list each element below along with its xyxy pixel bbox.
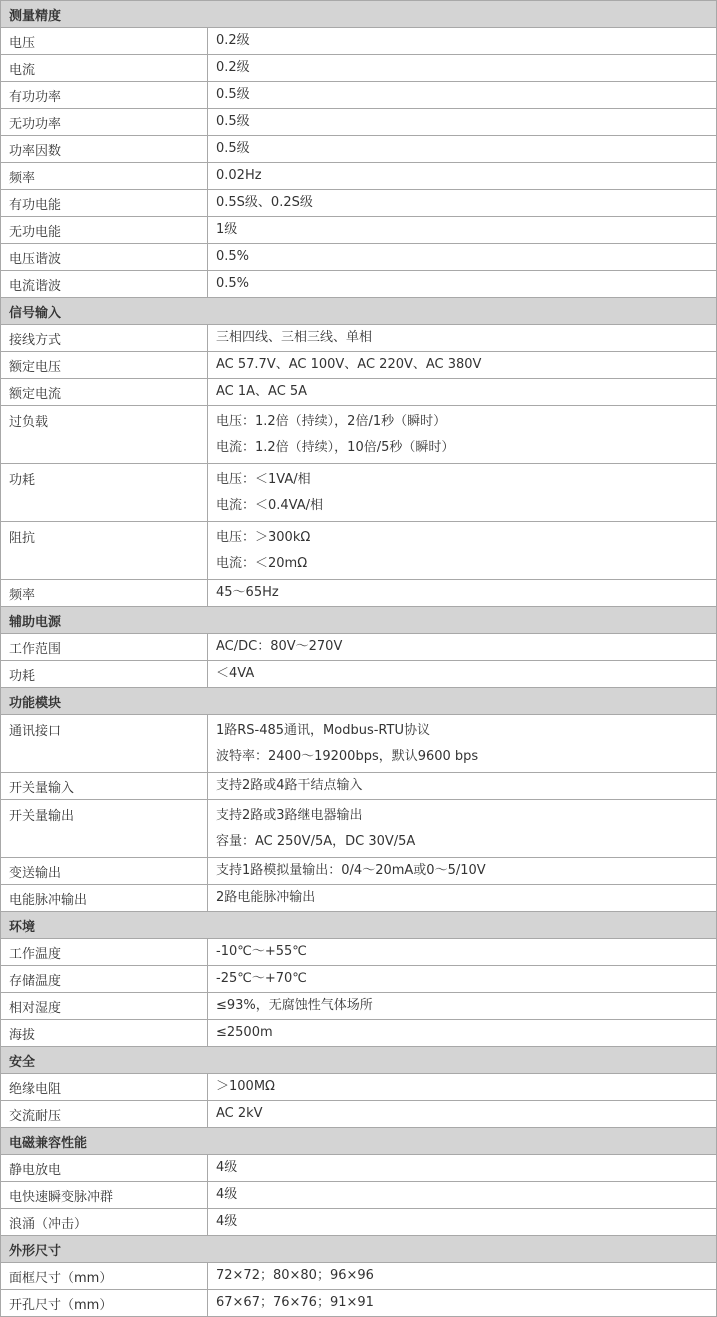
- spec-value: -10℃～+55℃: [216, 944, 307, 959]
- spec-value: AC/DC：80V～270V: [216, 639, 343, 654]
- section-header-row: [1, 1236, 717, 1263]
- spec-row: [1, 1290, 717, 1317]
- spec-value-cell: [208, 966, 717, 993]
- spec-row: [1, 406, 717, 464]
- section-title: 辅助电源: [1, 607, 717, 634]
- spec-label: 电能脉冲输出: [1, 885, 208, 912]
- spec-label: 功耗: [1, 464, 208, 522]
- spec-value: 电压：＜1VA/相: [216, 471, 311, 487]
- spec-value: 0.5级: [216, 114, 250, 129]
- spec-value: -25℃～+70℃: [216, 971, 307, 986]
- spec-value: AC 2kV: [216, 1106, 263, 1121]
- spec-value: 0.02Hz: [216, 168, 262, 183]
- spec-value: 67×67；76×76；91×91: [216, 1295, 374, 1310]
- spec-label: 相对湿度: [1, 993, 208, 1020]
- spec-value-cell: [208, 109, 717, 136]
- spec-label: 面框尺寸（mm）: [1, 1263, 208, 1290]
- spec-value: 支持2路或4路干结点输入: [216, 778, 363, 793]
- spec-value-cell: [208, 1263, 717, 1290]
- spec-row: [1, 1020, 717, 1047]
- spec-value-cell: [208, 190, 717, 217]
- spec-row: [1, 858, 717, 885]
- spec-row: [1, 163, 717, 190]
- spec-value-cell: [208, 136, 717, 163]
- spec-value-cell: [208, 522, 717, 580]
- spec-value: 0.2级: [216, 33, 250, 48]
- spec-row: [1, 1209, 717, 1236]
- section-title: 外形尺寸: [1, 1236, 717, 1263]
- spec-row: [1, 1101, 717, 1128]
- spec-label: 存储温度: [1, 966, 208, 993]
- spec-value-cell: [208, 715, 717, 773]
- spec-value-cell: [208, 1182, 717, 1209]
- spec-value-cell: [208, 580, 717, 607]
- spec-label: 有功电能: [1, 190, 208, 217]
- spec-label: 开孔尺寸（mm）: [1, 1290, 208, 1317]
- spec-value-cell: [208, 406, 717, 464]
- spec-label: 额定电压: [1, 352, 208, 379]
- spec-value-cell: [208, 939, 717, 966]
- spec-row: [1, 939, 717, 966]
- spec-label: 功耗: [1, 661, 208, 688]
- spec-label: 变送输出: [1, 858, 208, 885]
- spec-value-cell: [208, 55, 717, 82]
- spec-value: ≤93%，无腐蚀性气体场所: [216, 998, 373, 1013]
- spec-row: [1, 464, 717, 522]
- spec-row: [1, 634, 717, 661]
- spec-value-cell: [208, 244, 717, 271]
- spec-value: 72×72；80×80；96×96: [216, 1268, 374, 1283]
- spec-row: [1, 885, 717, 912]
- spec-value: 0.5%: [216, 249, 250, 264]
- spec-table-body: [1, 1, 717, 1317]
- spec-value: 支持2路或3路继电器输出: [216, 807, 363, 823]
- spec-value: 0.5级: [216, 87, 250, 102]
- spec-row: [1, 966, 717, 993]
- spec-value: 电流：＜0.4VA/相: [216, 497, 324, 513]
- spec-row: [1, 136, 717, 163]
- spec-value: 4级: [216, 1160, 238, 1175]
- spec-row: [1, 580, 717, 607]
- spec-row: [1, 800, 717, 858]
- spec-row: [1, 352, 717, 379]
- spec-value: AC 57.7V、AC 100V、AC 220V、AC 380V: [216, 357, 482, 372]
- spec-row: [1, 1263, 717, 1290]
- section-title: 信号输入: [1, 298, 717, 325]
- spec-row: [1, 271, 717, 298]
- spec-value: 波特率：2400～19200bps，默认9600 bps: [216, 748, 479, 764]
- spec-row: [1, 1155, 717, 1182]
- section-title: 环境: [1, 912, 717, 939]
- spec-label: 工作范围: [1, 634, 208, 661]
- spec-label: 电流: [1, 55, 208, 82]
- spec-value: 4级: [216, 1214, 238, 1229]
- spec-label: 电快速瞬变脉冲群: [1, 1182, 208, 1209]
- section-header-row: [1, 607, 717, 634]
- spec-label: 通讯接口: [1, 715, 208, 773]
- spec-value: 0.5级: [216, 141, 250, 156]
- spec-label: 开关量输入: [1, 773, 208, 800]
- spec-value: ≤2500m: [216, 1025, 273, 1040]
- section-title: 电磁兼容性能: [1, 1128, 717, 1155]
- spec-value-cell: [208, 1101, 717, 1128]
- spec-label: 海拔: [1, 1020, 208, 1047]
- spec-value: 0.5S级、0.2S级: [216, 195, 313, 210]
- section-header-row: [1, 912, 717, 939]
- spec-row: [1, 661, 717, 688]
- spec-label: 电流谐波: [1, 271, 208, 298]
- spec-row: [1, 715, 717, 773]
- section-title: 功能模块: [1, 688, 717, 715]
- spec-row: [1, 55, 717, 82]
- spec-row: [1, 522, 717, 580]
- spec-value-cell: [208, 661, 717, 688]
- spec-label: 无功电能: [1, 217, 208, 244]
- spec-row: [1, 82, 717, 109]
- spec-value-cell: [208, 1155, 717, 1182]
- spec-value-cell: [208, 352, 717, 379]
- spec-value-cell: [208, 28, 717, 55]
- spec-label: 频率: [1, 580, 208, 607]
- spec-value-cell: [208, 885, 717, 912]
- spec-value: 0.2级: [216, 60, 250, 75]
- spec-label: 工作温度: [1, 939, 208, 966]
- spec-value-cell: [208, 271, 717, 298]
- spec-value-cell: [208, 1209, 717, 1236]
- spec-row: [1, 190, 717, 217]
- spec-value: 1级: [216, 222, 238, 237]
- spec-value: 三相四线、三相三线、单相: [216, 330, 373, 345]
- spec-value: 电流：1.2倍（持续），10倍/5秒（瞬时）: [216, 439, 455, 455]
- spec-value-cell: [208, 82, 717, 109]
- spec-value: 支持1路模拟量输出：0/4～20mA或0～5/10V: [216, 863, 486, 878]
- spec-value: 45～65Hz: [216, 585, 279, 600]
- spec-value-cell: [208, 325, 717, 352]
- spec-label: 电压谐波: [1, 244, 208, 271]
- spec-row: [1, 217, 717, 244]
- spec-row: [1, 1074, 717, 1101]
- spec-value-cell: [208, 993, 717, 1020]
- spec-value: ＞100MΩ: [216, 1079, 275, 1094]
- spec-label: 阻抗: [1, 522, 208, 580]
- spec-value: 电压：1.2倍（持续），2倍/1秒（瞬时）: [216, 413, 447, 429]
- spec-row: [1, 993, 717, 1020]
- spec-value-cell: [208, 1074, 717, 1101]
- spec-value-cell: [208, 1290, 717, 1317]
- spec-row: [1, 379, 717, 406]
- spec-label: 无功功率: [1, 109, 208, 136]
- spec-label: 交流耐压: [1, 1101, 208, 1128]
- spec-value: 容量：AC 250V/5A，DC 30V/5A: [216, 833, 416, 849]
- section-header-row: [1, 1047, 717, 1074]
- spec-value-cell: [208, 464, 717, 522]
- spec-value-cell: [208, 773, 717, 800]
- section-header-row: [1, 1, 717, 28]
- spec-value-cell: [208, 217, 717, 244]
- spec-value: 1路RS-485通讯，Modbus-RTU协议: [216, 722, 430, 738]
- spec-value: 电压：＞300kΩ: [216, 529, 311, 545]
- spec-value: 0.5%: [216, 276, 250, 291]
- section-title: 测量精度: [1, 1, 717, 28]
- spec-label: 额定电流: [1, 379, 208, 406]
- spec-value-cell: [208, 163, 717, 190]
- spec-label: 频率: [1, 163, 208, 190]
- spec-value-cell: [208, 634, 717, 661]
- section-header-row: [1, 688, 717, 715]
- section-title: 安全: [1, 1047, 717, 1074]
- spec-value: 4级: [216, 1187, 238, 1202]
- section-header-row: [1, 298, 717, 325]
- spec-label: 过负载: [1, 406, 208, 464]
- spec-row: [1, 28, 717, 55]
- spec-value: AC 1A、AC 5A: [216, 384, 308, 399]
- spec-value: 电流：＜20mΩ: [216, 555, 308, 571]
- spec-label: 开关量输出: [1, 800, 208, 858]
- spec-row: [1, 773, 717, 800]
- spec-value-cell: [208, 800, 717, 858]
- spec-row: [1, 1182, 717, 1209]
- spec-label: 浪涌（冲击）: [1, 1209, 208, 1236]
- spec-row: [1, 109, 717, 136]
- spec-value: 2路电能脉冲输出: [216, 890, 316, 905]
- spec-label: 功率因数: [1, 136, 208, 163]
- spec-label: 绝缘电阻: [1, 1074, 208, 1101]
- spec-row: [1, 325, 717, 352]
- spec-value: ＜4VA: [216, 666, 255, 681]
- spec-label: 静电放电: [1, 1155, 208, 1182]
- spec-value-cell: [208, 1020, 717, 1047]
- spec-label: 接线方式: [1, 325, 208, 352]
- spec-value-cell: [208, 858, 717, 885]
- spec-value-cell: [208, 379, 717, 406]
- spec-label: 有功功率: [1, 82, 208, 109]
- spec-row: [1, 244, 717, 271]
- section-header-row: [1, 1128, 717, 1155]
- spec-label: 电压: [1, 28, 208, 55]
